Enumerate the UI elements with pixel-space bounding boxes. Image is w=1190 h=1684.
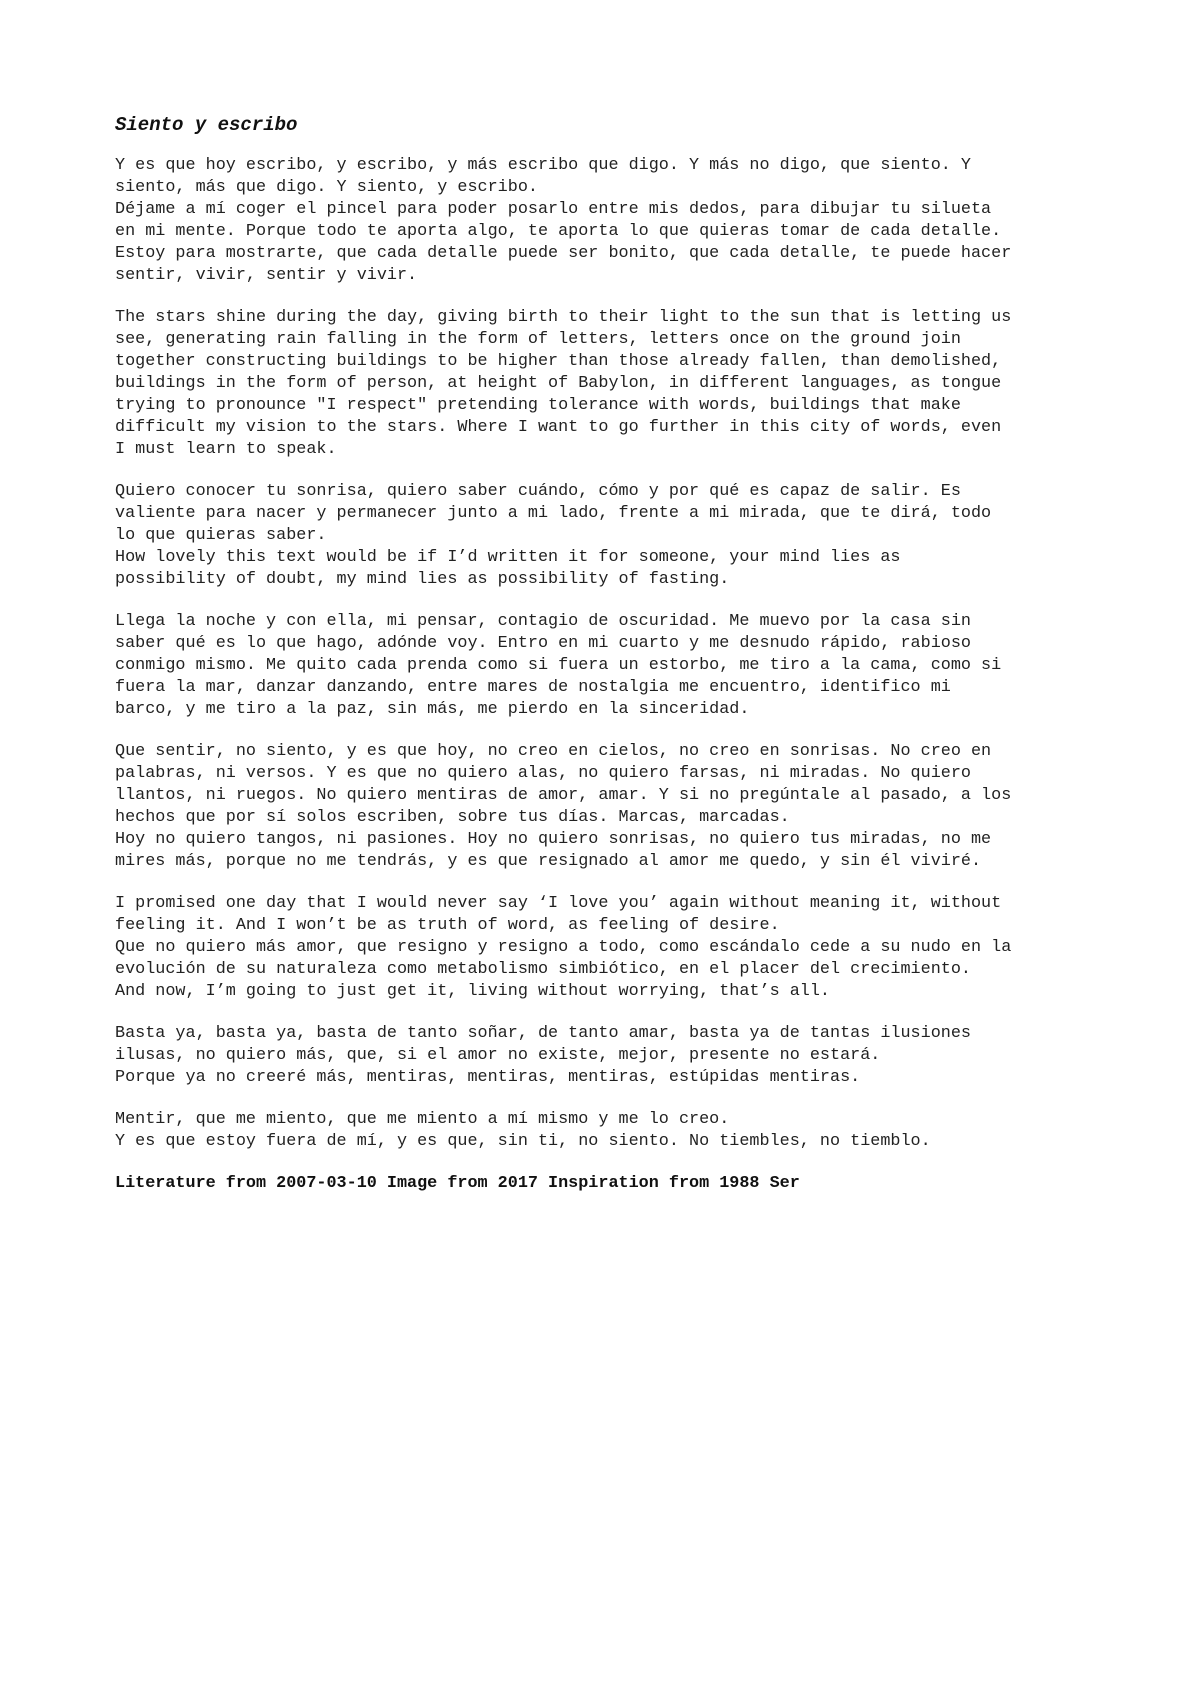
paragraph (115, 1023, 1095, 1089)
text-line: Mentir, que me miento, que me miento a mí mismo y me lo creo. (115, 1110, 730, 1129)
text-line: sentir, vivir, sentir y vivir. (115, 266, 418, 285)
text-line: possibility of doubt, my mind lies as possibility of fasting. (115, 570, 730, 589)
document-page (115, 113, 1095, 1195)
text-line: Basta ya, basta ya, basta de tanto soñar, de tanto amar, basta ya de tantas ilusiones (115, 1024, 971, 1043)
text-line: I promised one day that I would never say ‘I love you’ again without meaning it, without (115, 894, 1002, 913)
text-line: I must learn to speak. (115, 440, 337, 459)
text-line: mires más, porque no me tendrás, y es que resignado al amor me quedo, y sin él viviré. (115, 852, 982, 871)
text-line: palabras, ni versos. Y es que no quiero alas, no quiero farsas, ni miradas. No quiero (115, 764, 971, 783)
text-line: evolución de su naturaleza como metabolismo simbiótico, en el placer del crecimiento. (115, 960, 971, 979)
text-line: feeling it. And I won’t be as truth of word, as feeling of desire. (115, 916, 780, 935)
text-line: And now, I’m going to just get it, living without worrying, that’s all. (115, 982, 830, 1001)
text-line: Y es que hoy escribo, y escribo, y más escribo que digo. Y más no digo, que siento. Y (115, 156, 971, 175)
text-line: hechos que por sí solos escriben, sobre tus días. Marcas, marcadas. (115, 808, 790, 827)
text-line: Y es que estoy fuera de mí, y es que, sin ti, no siento. No tiembles, no tiemblo. (115, 1132, 931, 1151)
paragraph (115, 1109, 1095, 1153)
text-line: llantos, ni ruegos. No quiero mentiras de amor, amar. Y si no pregúntale al pasado, a los (115, 786, 1012, 805)
text-line: ilusas, no quiero más, que, si el amor no existe, mejor, presente no estará. (115, 1046, 881, 1065)
text-line: Hoy no quiero tangos, ni pasiones. Hoy no quiero sonrisas, no quiero tus miradas, no me (115, 830, 992, 849)
paragraph (115, 481, 1095, 591)
text-line: fuera la mar, danzar danzando, entre mares de nostalgia me encuentro, identifico mi (115, 678, 951, 697)
text-line: en mi mente. Porque todo te aporta algo, te aporta lo que quieras tomar de cada detalle. (115, 222, 1002, 241)
paragraph (115, 155, 1095, 287)
text-line: conmigo mismo. Me quito cada prenda como si fuera un estorbo, me tiro a la cama, como si (115, 656, 1002, 675)
document-body (115, 155, 1095, 1153)
text-line: trying to pronounce "I respect" pretending tolerance with words, buildings that make (115, 396, 961, 415)
text-line: Que no quiero más amor, que resigno y resigno a todo, como escándalo cede a su nudo en la (115, 938, 1012, 957)
text-line: Déjame a mí coger el pincel para poder posarlo entre mis dedos, para dibujar tu silueta (115, 200, 992, 219)
text-line: valiente para nacer y permanecer junto a mi lado, frente a mi mirada, que te dirá, todo (115, 504, 992, 523)
paragraph (115, 893, 1095, 1003)
text-line: saber qué es lo que hago, adónde voy. Entro en mi cuarto y me desnudo rápido, rabioso (115, 634, 971, 653)
credit-line: Literature from 2007-03-10 Image from 2017 Inspiration from 1988 Ser (115, 1174, 800, 1193)
text-line: Que sentir, no siento, y es que hoy, no creo en cielos, no creo en sonrisas. No creo en (115, 742, 992, 761)
text-line: Llega la noche y con ella, mi pensar, contagio de oscuridad. Me muevo por la casa sin (115, 612, 971, 631)
paragraph (115, 741, 1095, 873)
text-line: lo que quieras saber. (115, 526, 327, 545)
paragraph (115, 611, 1095, 721)
paragraph (115, 307, 1095, 461)
text-line: How lovely this text would be if I’d written it for someone, your mind lies as (115, 548, 901, 567)
text-line: barco, y me tiro a la paz, sin más, me pierdo en la sinceridad. (115, 700, 750, 719)
text-line: see, generating rain falling in the form of letters, letters once on the ground join (115, 330, 961, 349)
text-line: Estoy para mostrarte, que cada detalle puede ser bonito, que cada detalle, te puede hacer (115, 244, 1012, 263)
document-title: Siento y escribo (115, 114, 298, 136)
text-line: difficult my vision to the stars. Where I want to go further in this city of words, even (115, 418, 1002, 437)
text-line: The stars shine during the day, giving birth to their light to the sun that is letting us (115, 308, 1012, 327)
text-line: buildings in the form of person, at height of Babylon, in different languages, as tongue (115, 374, 1002, 393)
text-line: siento, más que digo. Y siento, y escribo. (115, 178, 538, 197)
text-line: together constructing buildings to be higher than those already fallen, than demolished, (115, 352, 1002, 371)
text-line: Quiero conocer tu sonrisa, quiero saber cuándo, cómo y por qué es capaz de salir. Es (115, 482, 961, 501)
text-line: Porque ya no creeré más, mentiras, mentiras, mentiras, estúpidas mentiras. (115, 1068, 861, 1087)
